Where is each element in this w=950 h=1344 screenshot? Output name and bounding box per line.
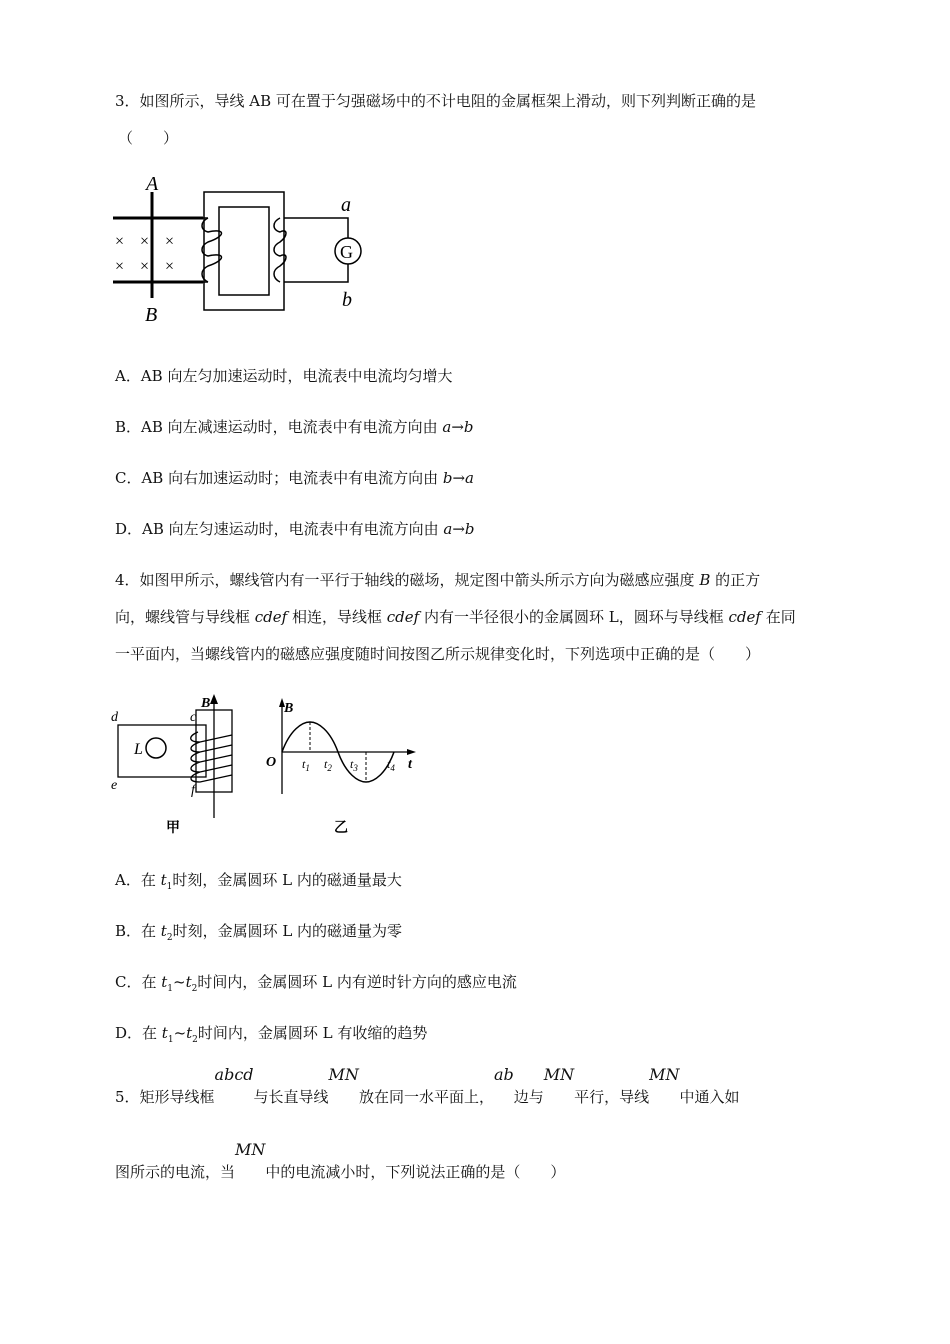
q5-stem-line1: 5．矩形导线框abcd与长直导线MN放在同一水平面上，ab边与MN平行，导线MN中通入如 xyxy=(115,1065,740,1106)
q3-option-c: C．AB 向右加速运动时；电流表中有电流方向由 b→a xyxy=(115,469,474,487)
q4-option-d: D．在 $t_1\sim t_2$时间内，金属圆环 L 有收缩的趋势 xyxy=(115,1024,428,1045)
svg-text:×: × xyxy=(140,258,150,275)
svg-text:c: c xyxy=(190,710,197,725)
q3-answer-paren: （ ） xyxy=(118,129,179,147)
q3-figure xyxy=(108,170,378,330)
q4-stem-line1: 4．如图甲所示，螺线管内有一平行于轴线的磁场，规定图中箭头所示方向为磁感应强度 B 的正方 xyxy=(115,571,761,589)
q4-option-a: A．在 $t_1$时刻，金属圆环 L 内的磁通量最大 xyxy=(115,871,402,892)
q4-figure-yi xyxy=(262,694,432,840)
caption-jia: 甲 xyxy=(166,821,180,836)
iron-core xyxy=(204,192,284,310)
svg-text:×: × xyxy=(165,258,175,275)
svg-text:d: d xyxy=(111,710,118,725)
q4-figure-jia xyxy=(108,690,248,840)
q4-option-b: B．在 $t_2$时刻，金属圆环 L 内的磁通量为零 xyxy=(115,922,403,943)
svg-text:e: e xyxy=(111,778,118,793)
metal-ring-L xyxy=(146,738,166,758)
svg-text:×: × xyxy=(115,233,125,250)
q3-option-a: A．AB 向左匀加速运动时，电流表中电流均匀增大 xyxy=(115,367,453,385)
magnetic-field-marks xyxy=(115,233,174,275)
label-a: a xyxy=(341,194,351,216)
q3-option-d: D．AB 向左匀速运动时，电流表中有电流方向由 a→b xyxy=(115,520,475,538)
svg-text:O: O xyxy=(266,755,277,770)
svg-text:t4: $t_4$ xyxy=(387,757,395,773)
svg-text:t2: $t_2$ xyxy=(324,757,332,773)
q3-stem-text: 3．如图所示，导线 AB 可在置于匀强磁场中的不计电阻的金属框架上滑动，则下列判断正确的是 xyxy=(115,92,756,110)
q4-stem-line3: 一平面内，当螺线管内的磁感应强度随时间按图乙所示规律变化时，下列选项中正确的是（ ） xyxy=(115,645,761,663)
q4-option-c: C．在 $t_1\sim t_2$时间内，金属圆环 L 内有逆时针方向的感应电流 xyxy=(115,973,517,994)
svg-text:f: f xyxy=(191,783,195,798)
svg-text:×: × xyxy=(115,258,125,275)
q4-stem-line2: 向，螺线管与导线框 cdef 相连，导线框 cdef 内有一半径很小的金属圆环 L，圆环与导线框 cdef 在同 xyxy=(115,608,796,626)
label-b: b xyxy=(342,289,352,311)
q5-stem-line2: 图所示的电流，当MN中的电流减小时，下列说法正确的是（ ） xyxy=(115,1140,566,1181)
svg-text:×: × xyxy=(140,233,150,250)
svg-text:×: × xyxy=(165,233,175,250)
label-A: A xyxy=(146,173,159,195)
label-G: G xyxy=(340,242,353,262)
label-B: B xyxy=(145,304,158,326)
svg-text:L: L xyxy=(134,741,143,758)
svg-text:B: B xyxy=(201,696,211,711)
svg-text:t: t xyxy=(408,757,412,772)
svg-text:t3: $t_3$ xyxy=(350,757,358,773)
q3-stem xyxy=(115,91,756,111)
svg-text:t1: $t_1$ xyxy=(302,757,310,773)
caption-yi: 乙 xyxy=(334,821,348,836)
q3-option-b: B．AB 向左减速运动时，电流表中有电流方向由 a→b xyxy=(115,418,474,436)
svg-text:B: B xyxy=(284,701,294,716)
